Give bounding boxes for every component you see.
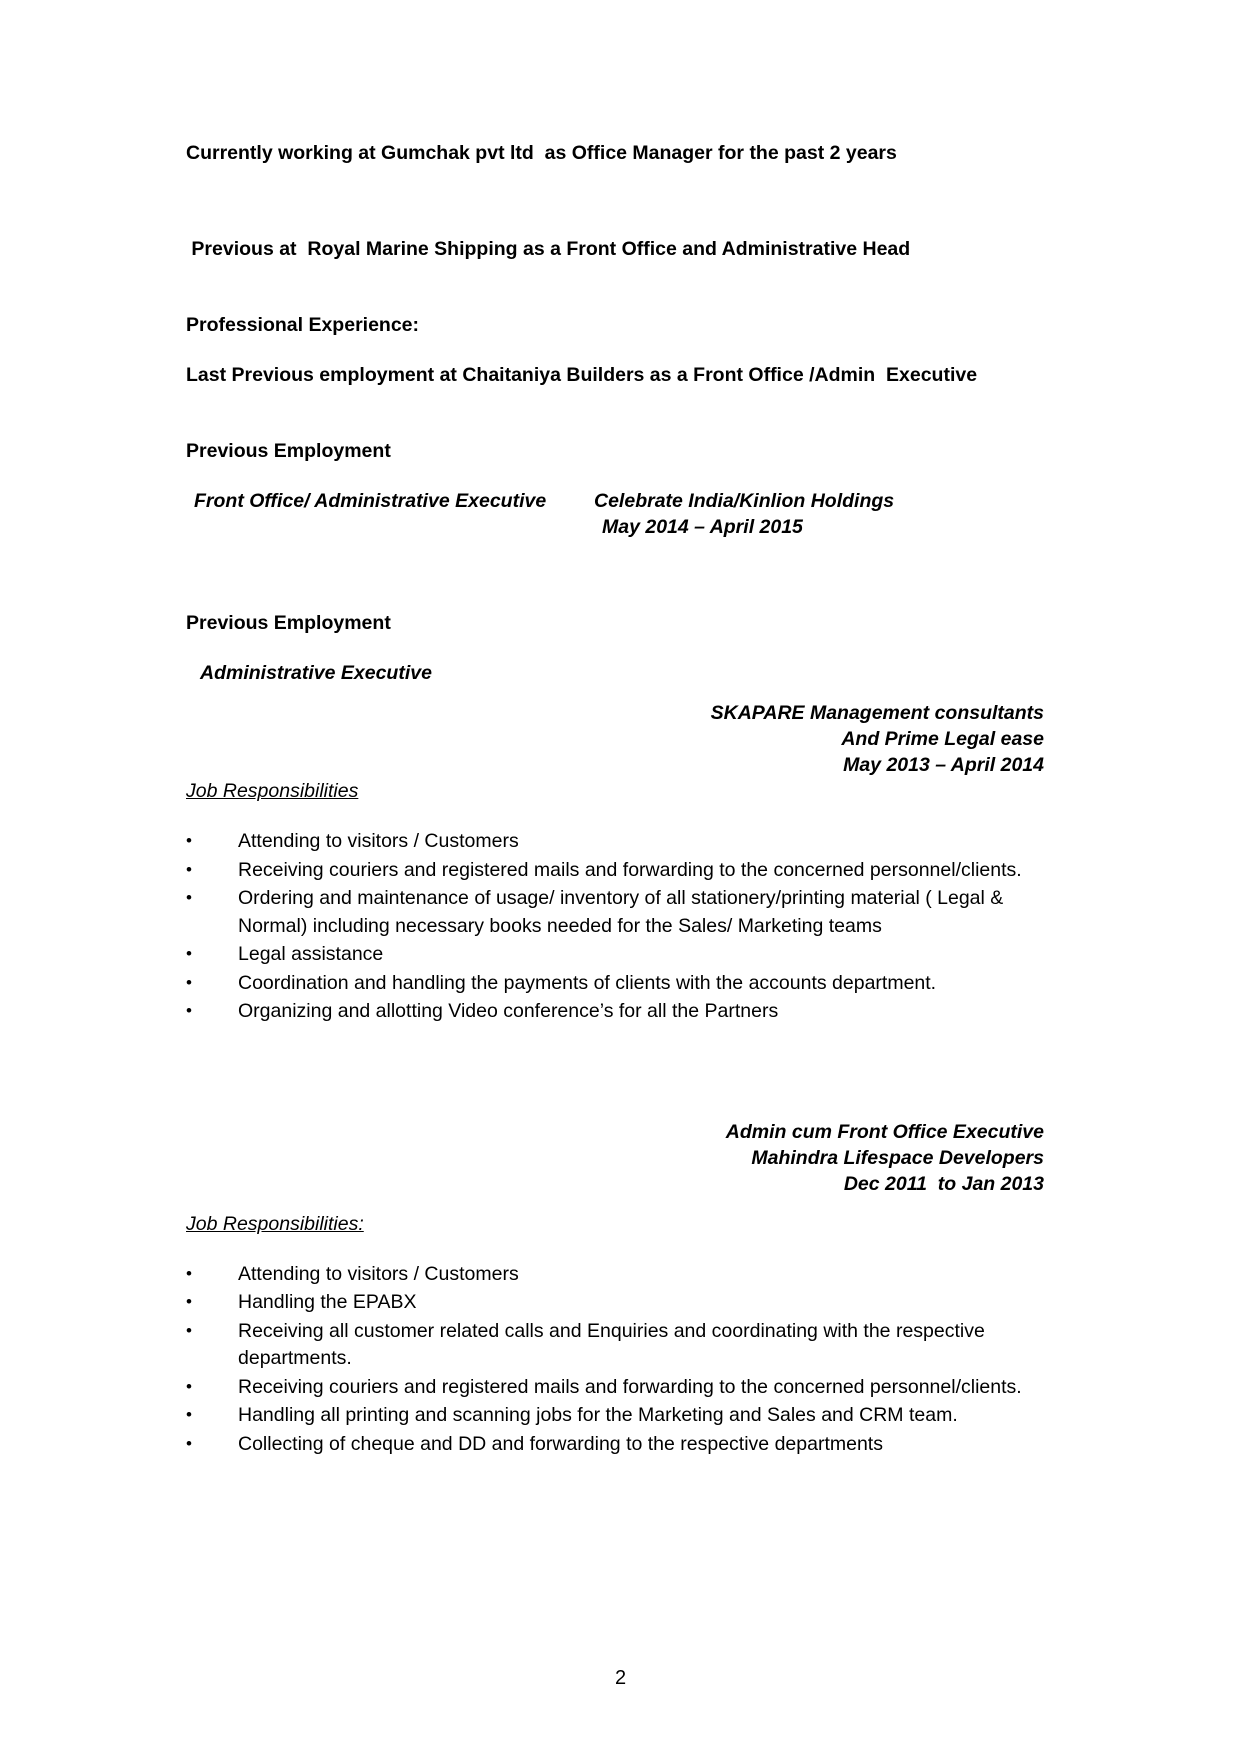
employment-3-role: Admin cum Front Office Executive [725, 1120, 1044, 1143]
previous-role-line: Previous at Royal Marine Shipping as a Front Office and Administrative Head [186, 238, 911, 260]
employment-2-dates: May 2013 – April 2014 [843, 754, 1044, 776]
employment-entry-1 [186, 488, 1066, 540]
spacer [186, 1197, 1066, 1211]
spacer [186, 1083, 1066, 1119]
last-previous-employment-line: Last Previous employment at Chaitaniya Builders as a Front Office /Admin Executive [186, 364, 978, 386]
page-number: 2 [614, 1667, 627, 1689]
employment-2-company-line-1: SKAPARE Management consultants [710, 702, 1044, 724]
previous-employment-heading-1: Previous Employment [186, 440, 391, 462]
employment-1-role: Front Office/ Administrative Executive [194, 490, 547, 512]
spacer [186, 222, 1066, 236]
list-item: • Receiving couriers and registered mails and forwarding to the concerned personnel/clients. [186, 857, 1028, 885]
list-item: • Collecting of cheque and DD and forwarding to the respective departments [186, 1431, 1028, 1459]
employment-3-responsibilities-heading [186, 1211, 1066, 1237]
employment-2-company-block [186, 700, 1066, 778]
employment-2-role: Administrative Executive [200, 662, 432, 684]
previous-employment-heading-2: Previous Employment [186, 612, 391, 634]
employment-2-responsibilities-heading-text: Job Responsibilities [186, 780, 359, 802]
spacer [186, 166, 1066, 222]
spacer [186, 636, 1066, 660]
list-item: • Receiving all customer related calls and Enquiries and coordinating with the respective departments. [186, 1318, 1028, 1373]
list-item: • Legal assistance [186, 941, 1028, 969]
employment-3-responsibilities-list [186, 1261, 1066, 1459]
employment-1-dates: May 2014 – April 2015 [602, 516, 803, 538]
spacer [186, 298, 1066, 312]
employment-3-company-block [186, 1119, 1066, 1197]
list-item: • Attending to visitors / Customers [186, 828, 1028, 856]
employment-2-company-line-2: And Prime Legal ease [841, 728, 1044, 750]
employment-3-dates: Dec 2011 to Jan 2013 [843, 1172, 1044, 1195]
spacer [186, 1027, 1066, 1083]
spacer [186, 424, 1066, 438]
spacer [186, 686, 1066, 700]
list-item: • Handling all printing and scanning jobs for the Marketing and Sales and CRM team. [186, 1402, 1028, 1430]
spacer [186, 338, 1066, 362]
spacer [186, 464, 1066, 488]
spacer [186, 596, 1066, 610]
list-item: • Organizing and allotting Video conference’s for all the Partners [186, 998, 1028, 1026]
document-body [186, 0, 1066, 1459]
list-item: • Attending to visitors / Customers [186, 1261, 1028, 1289]
list-item: • Handling the EPABX [186, 1289, 1028, 1317]
list-item: • Receiving couriers and registered mails and forwarding to the concerned personnel/clients. [186, 1374, 1028, 1402]
employment-2-responsibilities-heading [186, 778, 1066, 804]
list-item: • Coordination and handling the payments of clients with the accounts department. [186, 970, 1028, 998]
employment-2-responsibilities-list [186, 828, 1066, 1026]
spacer [186, 804, 1066, 828]
employment-1-company-block [594, 488, 1066, 540]
employment-1-company: Celebrate India/Kinlion Holdings [594, 490, 895, 512]
spacer [186, 540, 1066, 596]
employment-3-company: Mahindra Lifespace Developers [751, 1146, 1044, 1169]
spacer [186, 262, 1066, 298]
list-item: • Ordering and maintenance of usage/ inventory of all stationery/printing material ( Legal & Normal) including necessary books needed for the Sales/ Marketing teams [186, 885, 1028, 940]
professional-experience-heading: Professional Experience: [186, 314, 420, 336]
current-role-line: Currently working at Gumchak pvt ltd as Office Manager for the past 2 years [186, 142, 897, 164]
spacer [186, 1237, 1066, 1261]
employment-3-responsibilities-heading-text: Job Responsibilities: [186, 1212, 364, 1235]
spacer [186, 388, 1066, 424]
